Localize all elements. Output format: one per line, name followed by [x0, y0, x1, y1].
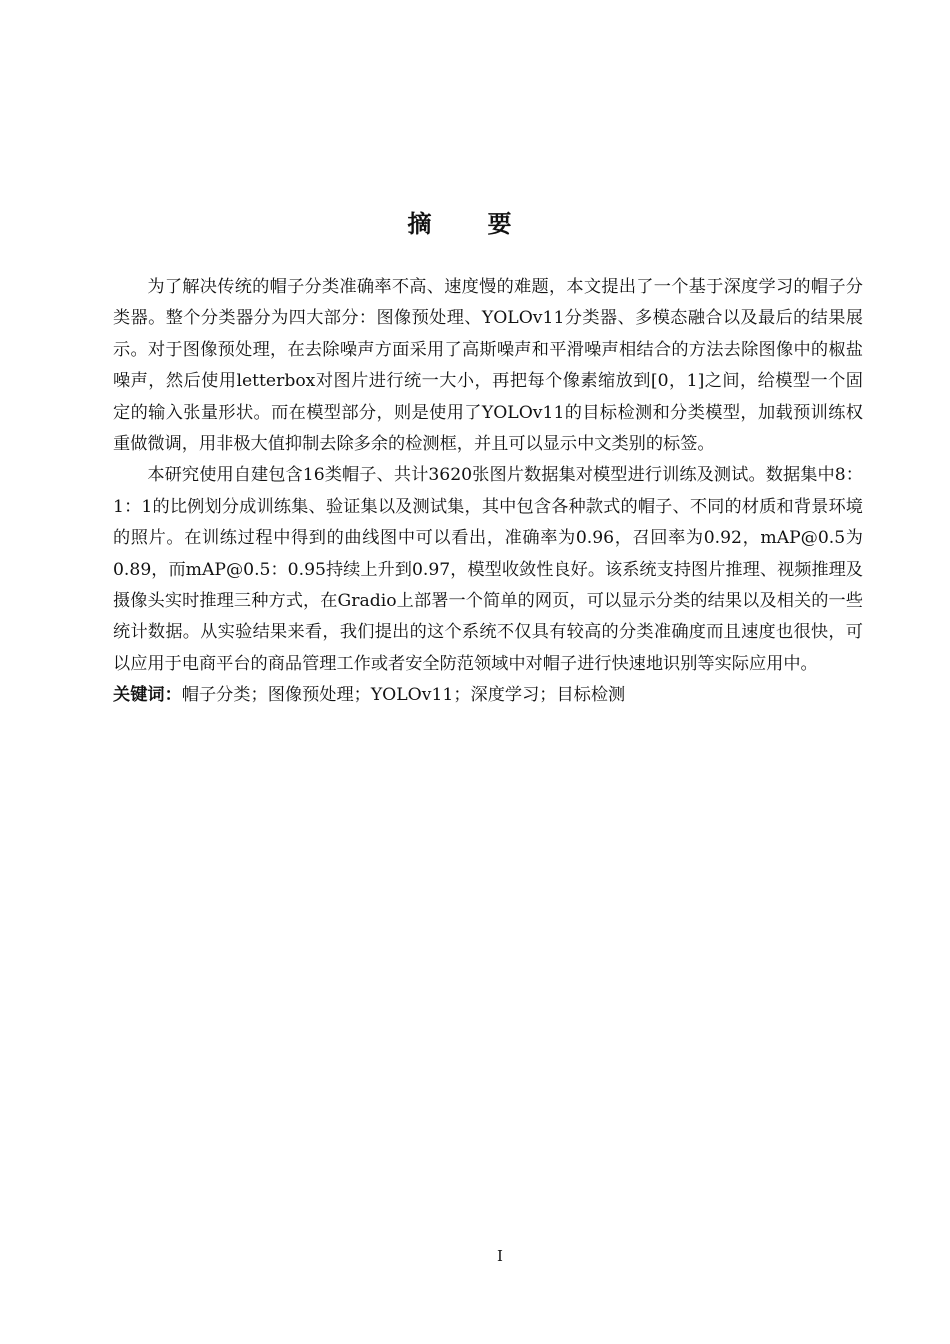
keywords-label: 关键词：	[113, 685, 182, 706]
abstract-paragraph-2: 本研究使用自建包含16类帽子、共计3620张图片数据集对模型进行训练及测试。数据集中8：1：1的比例划分成训练集、验证集以及测试集，其中包含各种款式的帽子、不同的材质和背景环境的照片。在训练过程中得到的曲线图中可以看出，准确率为0.96，召回率为0.92，mAP@0.5为0.89，而mAP@0.5：0.95持续上升到0.97，模型收敛性良好。该系统支持图片推理、视频推理及摄像头实时推理三种方式，在Gradio上部署一个简单的网页，可以显示分类的结果以及相关的一些统计数据。从实验结果来看，我们提出的这个系统不仅具有较高的分类准确度而且速度也很快，可以应用于电商平台的商品管理工作或者安全防范领域中对帽子进行快速地识别等实际应用中。	[113, 465, 863, 674]
abstract-title: 摘要	[407, 210, 568, 238]
keywords-text: 帽子分类；图像预处理；YOLOv11；深度学习；目标检测	[181, 685, 626, 706]
abstract-body	[113, 272, 863, 712]
keywords-line	[113, 680, 863, 711]
page-number: I	[497, 1247, 503, 1265]
abstract-paragraph-1: 为了解决传统的帽子分类准确率不高、速度慢的难题，本文提出了一个基于深度学习的帽子分类器。整个分类器分为四大部分：图像预处理、YOLOv11分类器、多模态融合以及最后的结果展示。对于图像预处理，在去除噪声方面采用了高斯噪声和平滑噪声相结合的方法去除图像中的椒盐噪声，然后使用letterbox对图片进行统一大小，再把每个像素缩放到[0，1]之间，给模型一个固定的输入张量形状。而在模型部分，则是使用了YOLOv11的目标检测和分类模型，加载预训练权重做微调，用非极大值抑制去除多余的检测框，并且可以显示中文类别的标签。	[113, 277, 863, 455]
